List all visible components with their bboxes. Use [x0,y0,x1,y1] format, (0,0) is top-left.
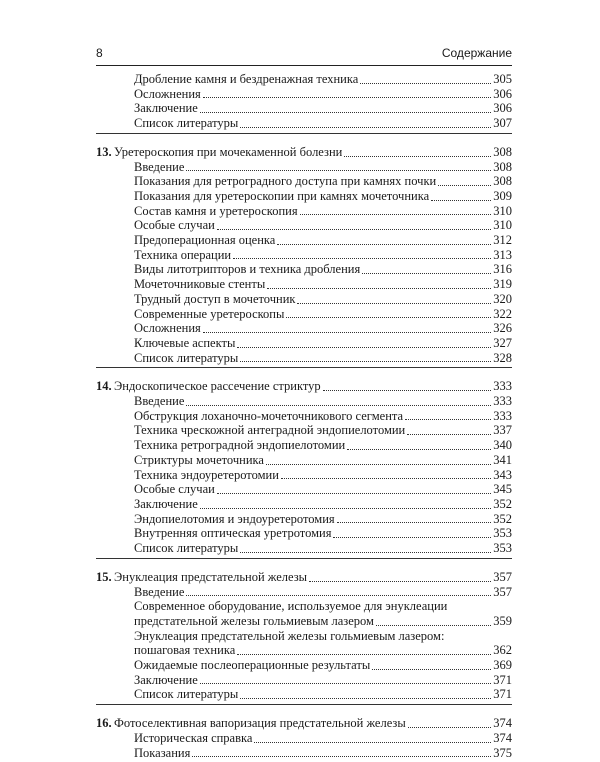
leader-dots [200,112,491,113]
chapter-block [96,72,512,134]
page-ref: 374 [493,716,512,731]
toc-entry[interactable] [96,409,512,424]
entry-row [134,72,512,87]
entry-row [114,716,512,731]
entry-title: Показания для уретероскопии при камнях мочеточника [134,188,430,203]
entry-title: Внутренняя оптическая уретротомия [134,526,332,541]
page-ref: 333 [493,408,512,423]
leader-dots [186,405,491,406]
toc-entry[interactable] [96,482,512,497]
page-header [96,42,512,62]
page-ref: 352 [493,496,512,511]
entry-title: Историческая справка [134,730,253,745]
entry-title: Мочеточниковые стенты [134,277,266,292]
chapter-heading[interactable] [96,570,512,585]
entry-row [134,409,512,424]
entry-row [134,233,512,248]
page-ref: 309 [493,188,512,203]
entry-title: Стриктуры мочеточника [134,452,264,467]
leader-dots [333,537,491,538]
page-ref: 306 [493,101,512,116]
toc-entry[interactable] [96,336,512,351]
leader-dots [372,669,491,670]
page-ref: 343 [493,467,512,482]
leader-dots [200,683,491,684]
toc-entry[interactable] [96,658,512,673]
entry-title: Введение [134,159,185,174]
entry-row [134,87,512,102]
entry-title: Фотоселективная вапоризация предстательной железы [114,716,406,731]
leader-dots [237,347,491,348]
entry-row [134,526,512,541]
leader-dots [405,419,491,420]
page-ref: 305 [493,72,512,86]
entry-row [134,262,512,277]
entry-title: Введение [134,394,185,409]
leader-dots [360,83,491,84]
page-ref: 307 [493,116,512,131]
entry-title: Показания для ретроградного доступа при камнях почки [134,174,437,189]
toc-entry[interactable] [96,526,512,541]
leader-dots [267,288,491,289]
leader-dots [323,390,491,391]
entry-row [134,218,512,233]
toc-entry[interactable] [96,101,512,116]
toc-entry[interactable] [96,731,512,746]
toc-entry[interactable] [96,468,512,483]
leader-dots [266,464,491,465]
page-ref: 322 [493,306,512,321]
page-ref: 362 [493,643,512,658]
leader-dots [281,478,491,479]
toc-entry[interactable] [96,174,512,189]
leader-dots [362,273,491,274]
entry-row [134,423,512,438]
chapter-block [96,145,512,369]
entry-title: Дробление камня и бездренажная техника [134,72,359,86]
leader-dots [186,595,491,596]
page-number: 8 [96,46,103,60]
toc-entry[interactable] [96,248,512,263]
entry-row [134,204,512,219]
page-ref: 345 [493,482,512,497]
toc-entry[interactable] [96,204,512,219]
entry-row [134,585,512,600]
entry-row [134,541,512,556]
entry-row [134,101,512,116]
entry-title: Уретероскопия при мочекаменной болезни [114,144,343,159]
page-ref: 333 [493,394,512,409]
toc-entry[interactable] [96,541,512,556]
entry-row [114,379,512,394]
toc-entry[interactable] [96,599,512,628]
toc-entry[interactable] [96,497,512,512]
toc-entry[interactable] [96,746,512,761]
entry-row [134,292,512,307]
page-ref: 353 [493,541,512,556]
page-ref: 371 [493,672,512,687]
chapter-heading[interactable] [96,379,512,394]
entry-title: Список литературы [134,350,239,365]
leader-dots [376,625,491,626]
page-ref: 328 [493,350,512,365]
entry-title: Техника ретроградной эндопиелотомии [134,438,346,453]
entry-row [134,321,512,336]
entry-title: Заключение [134,496,198,511]
leader-dots [240,127,491,128]
page-ref: 326 [493,321,512,336]
entry-title-cont: предстательной железы гольмиевым лазером [134,613,374,628]
page-ref: 308 [493,174,512,189]
leader-dots [200,508,491,509]
entry-row [134,643,512,658]
leader-dots [337,522,491,523]
chapter-heading[interactable] [96,145,512,160]
page-ref: 333 [493,379,512,394]
chapter-number: 16. [96,716,112,731]
leader-dots [217,493,491,494]
chapter-block [96,716,512,762]
toc-entry[interactable] [96,512,512,527]
entry-title: Энуклеация предстательной железы [114,569,308,584]
page-ref: 316 [493,262,512,277]
leader-dots [203,97,491,98]
toc-entry[interactable] [96,189,512,204]
entry-title: Показания [134,745,191,760]
toc-entry[interactable] [96,423,512,438]
entry-row [134,746,512,761]
entry-row [134,673,512,688]
entry-title: Энуклеация предстательной железы гольмиевым лазером: [134,628,445,643]
leader-dots [254,742,491,743]
leader-dots [203,332,491,333]
leader-dots [408,727,491,728]
page-ref: 341 [493,452,512,467]
page-ref: 320 [493,291,512,306]
page-ref: 327 [493,335,512,350]
toc-entry[interactable] [96,277,512,292]
leader-dots [237,654,491,655]
leader-dots [431,200,491,201]
leader-dots [186,170,491,171]
toc-entry[interactable] [96,160,512,175]
entry-title: Эндоскопическое рассечение стриктур [114,379,321,394]
toc-entry[interactable] [96,87,512,102]
header-divider [96,65,512,66]
page-ref: 369 [493,658,512,673]
leader-dots [192,756,491,757]
page-ref: 312 [493,233,512,248]
page-ref: 313 [493,247,512,262]
entry-row [134,687,512,702]
entry-row [134,497,512,512]
entry-row [114,570,512,585]
chapter-number: 14. [96,379,112,394]
leader-dots [300,214,491,215]
entry-title: Техника чрескожной антеградной эндопиелотомии [134,423,406,438]
leader-dots [240,698,491,699]
page-ref: 308 [493,144,512,159]
toc-entry[interactable] [96,629,512,658]
page-ref: 308 [493,159,512,174]
chapter-number: 13. [96,144,112,159]
entry-row [134,482,512,497]
entry-row [134,394,512,409]
leader-dots [217,229,491,230]
entry-title: Техника операции [134,247,232,262]
toc-entry[interactable] [96,321,512,336]
entry-title: Осложнения [134,86,201,101]
toc-entry[interactable] [96,116,512,131]
entry-title: Состав камня и уретероскопия [134,203,298,218]
page-ref: 375 [493,745,512,760]
leader-dots [309,581,491,582]
chapter-number: 15. [96,569,112,584]
page-ref: 306 [493,86,512,101]
entry-row [134,438,512,453]
entry-title: Современное оборудование, используемое для энуклеации [134,599,448,614]
entry-title: Трудный доступ в мочеточник [134,291,296,306]
entry-title: Особые случаи [134,482,215,497]
entry-title: Виды литотрипторов и техника дробления [134,262,361,277]
entry-row [114,145,512,160]
entry-title: Список литературы [134,116,239,131]
toc-entry[interactable] [96,453,512,468]
entry-row [134,512,512,527]
toc-entry[interactable] [96,218,512,233]
leader-dots [407,434,491,435]
entry-title: Список литературы [134,541,239,556]
entry-title: Введение [134,584,185,599]
toc-entry[interactable] [96,262,512,277]
chapter-block [96,379,512,558]
leader-dots [240,552,491,553]
toc-entry[interactable] [96,687,512,702]
leader-dots [297,303,491,304]
entry-row [134,307,512,322]
entry-row [134,174,512,189]
page-ref: 357 [493,569,512,584]
toc-entry[interactable] [96,585,512,600]
toc-entry[interactable] [96,394,512,409]
entry-row [134,160,512,175]
entry-row [134,351,512,366]
toc-entry[interactable] [96,307,512,322]
leader-dots [286,317,491,318]
page-ref: 357 [493,584,512,599]
page-ref: 353 [493,526,512,541]
entry-row [134,189,512,204]
leader-dots [277,244,491,245]
page-ref: 359 [493,613,512,628]
page-ref: 371 [493,687,512,702]
entry-title: Обструкция лоханочно-мочеточникового сегмента [134,408,404,423]
toc-entry[interactable] [96,673,512,688]
entry-title: Ожидаемые послеоперационные результаты [134,658,371,673]
entry-title: Предоперационная оценка [134,233,276,248]
page-ref: 310 [493,218,512,233]
chapter-block [96,570,512,705]
entry-title: Техника эндоуретеротомии [134,467,279,482]
chapter-heading[interactable] [96,716,512,731]
entry-title: Заключение [134,101,198,116]
entry-title: Современные уретероскопы [134,306,285,321]
entry-title: Осложнения [134,321,201,336]
entry-title: Эндопиелотомия и эндоуретеротомия [134,511,335,526]
toc-entry[interactable] [96,292,512,307]
running-title: Содержание [441,46,512,60]
toc-entry[interactable] [96,351,512,366]
page-ref: 337 [493,423,512,438]
leader-dots [344,156,491,157]
entry-row [134,116,512,131]
entry-row [134,468,512,483]
page-ref: 374 [493,730,512,745]
entry-row [134,731,512,746]
leader-dots [240,361,491,362]
entry-title: Заключение [134,672,198,687]
entry-title-cont: пошаговая техника [134,643,236,658]
leader-dots [233,258,491,259]
leader-dots [438,185,491,186]
entry-row [134,453,512,468]
leader-dots [347,449,491,450]
entry-title: Ключевые аспекты [134,335,236,350]
entry-row [134,248,512,263]
entry-row [134,277,512,292]
toc-entry[interactable] [96,233,512,248]
entry-title: Список литературы [134,687,239,702]
entry-title: Особые случаи [134,218,215,233]
entry-row [134,614,512,629]
entry-row [134,336,512,351]
entry-row [134,658,512,673]
page-ref: 319 [493,277,512,292]
table-of-contents [96,72,512,762]
toc-entry[interactable] [96,72,512,87]
page-ref: 352 [493,511,512,526]
page-ref: 340 [493,438,512,453]
page-ref: 310 [493,203,512,218]
toc-entry[interactable] [96,438,512,453]
